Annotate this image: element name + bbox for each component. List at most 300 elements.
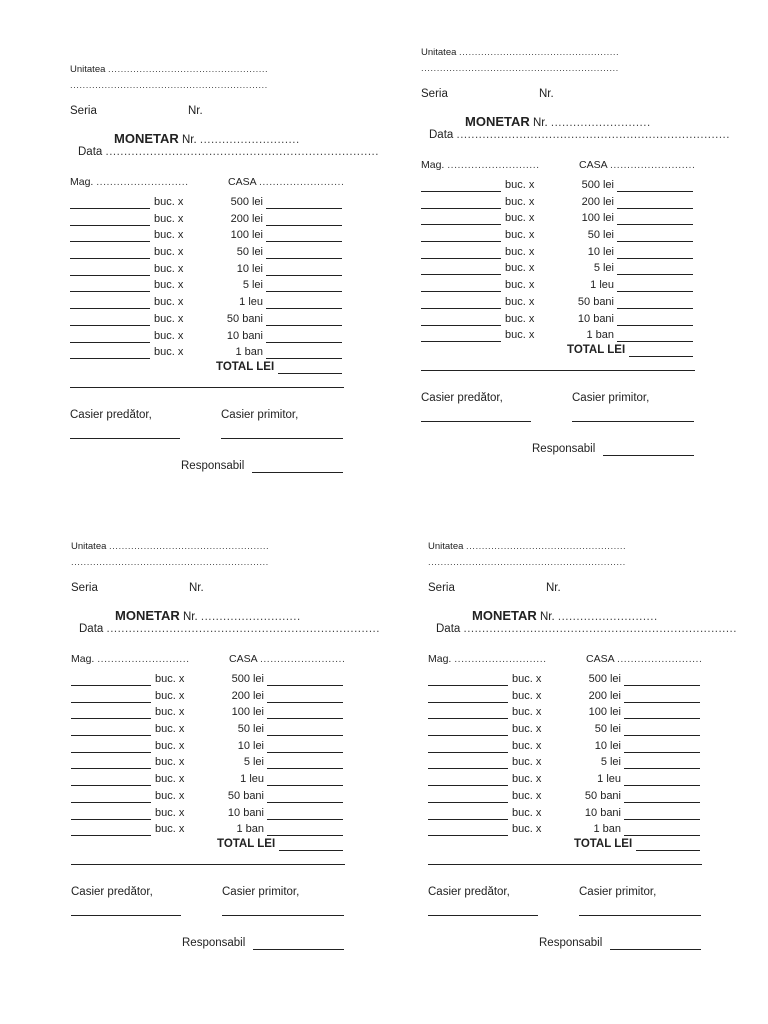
total-value-line: [629, 356, 693, 357]
denomination-row: [71, 756, 346, 773]
quantity-blank-line: [71, 752, 151, 753]
nr-label: Nr.: [539, 88, 554, 100]
amount-blank-line: [617, 308, 693, 309]
quantity-blank-line: [428, 819, 508, 820]
unitatea-dots: ...................................................: [466, 541, 627, 552]
nr-label: Nr.: [546, 582, 561, 594]
amount-blank-line: [267, 718, 343, 719]
unitatea-label: Unitatea: [421, 47, 457, 58]
buc-label: buc. x: [512, 689, 542, 702]
unitatea-line: [71, 541, 269, 552]
buc-label: buc. x: [155, 723, 185, 736]
total-label: TOTAL LEI: [574, 838, 633, 850]
amount-blank-line: [267, 735, 343, 736]
separator-line: [421, 370, 695, 371]
total-value-line: [278, 373, 342, 374]
casier-primitor-signature-line: [572, 421, 694, 422]
total-label: TOTAL LEI: [567, 344, 626, 356]
buc-label: buc. x: [512, 789, 542, 802]
monetar-form: [421, 47, 730, 487]
denomination-label: 10 bani: [584, 806, 621, 819]
denomination-row: [71, 706, 346, 723]
responsabil-label: Responsabil: [182, 937, 246, 949]
denomination-label: 10 bani: [577, 312, 614, 325]
unitatea-dots: ...................................................: [108, 64, 269, 75]
denomination-row: [71, 740, 346, 757]
mag-header: [71, 653, 190, 665]
denomination-label: 100 lei: [588, 706, 621, 719]
casa-header: [586, 653, 702, 665]
denomination-row: [428, 807, 703, 824]
denomination-row: [428, 790, 703, 807]
buc-label: buc. x: [505, 329, 535, 342]
quantity-blank-line: [428, 718, 508, 719]
mag-label: Mag.: [70, 176, 94, 188]
buc-label: buc. x: [155, 823, 185, 836]
amount-blank-line: [624, 752, 700, 753]
denomination-row: [70, 313, 345, 330]
amount-blank-line: [266, 225, 342, 226]
buc-label: buc. x: [154, 229, 184, 242]
buc-label: buc. x: [155, 756, 185, 769]
denomination-row: [71, 773, 346, 790]
denomination-row: [71, 807, 346, 824]
denomination-label: 1 leu: [597, 773, 621, 786]
quantity-blank-line: [428, 835, 508, 836]
quantity-blank-line: [428, 702, 508, 703]
denomination-row: [428, 706, 703, 723]
denomination-label: 500 lei: [230, 196, 263, 208]
denomination-label: 500 lei: [581, 179, 614, 191]
buc-label: buc. x: [155, 806, 185, 819]
quantity-blank-line: [421, 325, 501, 326]
denomination-label: 1 ban: [236, 823, 264, 836]
amount-blank-line: [617, 291, 693, 292]
monetar-label: MONETAR: [465, 114, 530, 129]
buc-label: buc. x: [505, 179, 535, 191]
separator-line: [70, 387, 344, 388]
total-value-line: [636, 850, 700, 851]
data-line: [79, 623, 380, 635]
denomination-rows: [421, 179, 696, 346]
monetar-label: MONETAR: [472, 608, 537, 623]
buc-label: buc. x: [505, 212, 535, 225]
quantity-blank-line: [70, 275, 150, 276]
amount-blank-line: [267, 802, 343, 803]
monetar-label: MONETAR: [115, 608, 180, 623]
quantity-blank-line: [428, 685, 508, 686]
unitatea-line: [428, 541, 626, 552]
buc-label: buc. x: [155, 739, 185, 752]
amount-blank-line: [617, 341, 693, 342]
buc-label: buc. x: [505, 312, 535, 325]
buc-label: buc. x: [154, 296, 184, 309]
denomination-label: 50 bani: [227, 789, 264, 802]
casier-predator-signature-line: [71, 915, 181, 916]
denomination-row: [421, 212, 696, 229]
denomination-label: 50 lei: [594, 723, 621, 736]
monetar-title: [465, 114, 651, 129]
buc-label: buc. x: [155, 706, 185, 719]
buc-label: buc. x: [505, 229, 535, 242]
quantity-blank-line: [428, 768, 508, 769]
unitatea-label: Unitatea: [70, 64, 106, 75]
casa-dots: .........................: [609, 159, 696, 171]
casier-primitor-label: Casier primitor,: [222, 886, 300, 898]
quantity-blank-line: [71, 768, 151, 769]
monetar-nr-label: Nr.: [532, 117, 548, 129]
denomination-label: 10 bani: [226, 329, 263, 342]
amount-blank-line: [624, 768, 700, 769]
responsabil-signature-line: [610, 949, 701, 950]
buc-label: buc. x: [154, 279, 184, 292]
amount-blank-line: [266, 291, 342, 292]
denomination-label: 100 lei: [230, 229, 263, 242]
amount-blank-line: [617, 241, 693, 242]
denomination-label: 1 leu: [590, 279, 614, 292]
casier-predator-signature-line: [428, 915, 538, 916]
casa-label: CASA: [586, 653, 615, 665]
unitatea-dots: ...................................................: [109, 541, 270, 552]
denomination-label: 5 lei: [242, 279, 263, 292]
denomination-label: 50 bani: [226, 312, 263, 325]
amount-blank-line: [267, 819, 343, 820]
quantity-blank-line: [71, 819, 151, 820]
mag-label: Mag.: [428, 653, 452, 665]
amount-blank-line: [617, 325, 693, 326]
unitatea-second-line: ...............................................................: [71, 557, 269, 568]
casier-primitor-label: Casier primitor,: [221, 409, 299, 421]
responsabil-signature-line: [252, 472, 343, 473]
denomination-label: 100 lei: [231, 706, 264, 719]
denomination-row: [70, 330, 345, 347]
data-dots: ..........................................................................: [106, 623, 380, 635]
amount-blank-line: [617, 258, 693, 259]
amount-blank-line: [266, 208, 342, 209]
amount-blank-line: [267, 752, 343, 753]
monetar-nr-label: Nr.: [182, 611, 198, 623]
amount-blank-line: [267, 702, 343, 703]
monetar-nr-dots: ...........................: [550, 117, 651, 129]
denomination-row: [428, 773, 703, 790]
denomination-row: [70, 213, 345, 230]
monetar-title: [115, 608, 301, 623]
denomination-row: [421, 262, 696, 279]
casier-primitor-signature-line: [221, 438, 343, 439]
responsabil-label: Responsabil: [539, 937, 603, 949]
separator-line: [71, 864, 345, 865]
denomination-row: [70, 229, 345, 246]
monetar-title: [472, 608, 658, 623]
denomination-row: [421, 279, 696, 296]
casier-primitor-label: Casier primitor,: [579, 886, 657, 898]
amount-blank-line: [266, 325, 342, 326]
quantity-blank-line: [421, 224, 501, 225]
denomination-label: 50 bani: [577, 295, 614, 308]
mag-header: [421, 159, 540, 171]
quantity-blank-line: [70, 291, 150, 292]
denomination-row: [71, 790, 346, 807]
seria-label: Seria: [70, 105, 97, 117]
quantity-blank-line: [421, 291, 501, 292]
denomination-label: 100 lei: [581, 212, 614, 225]
amount-blank-line: [266, 358, 342, 359]
unitatea-second-line: ...............................................................: [428, 557, 626, 568]
denomination-label: 500 lei: [231, 673, 264, 685]
monetar-form: [70, 64, 379, 504]
quantity-blank-line: [421, 208, 501, 209]
denomination-row: [428, 723, 703, 740]
casa-label: CASA: [579, 159, 608, 171]
casier-predator-signature-line: [421, 421, 531, 422]
denomination-label: 5 lei: [243, 756, 264, 769]
denomination-row: [421, 246, 696, 263]
buc-label: buc. x: [505, 195, 535, 208]
quantity-blank-line: [71, 718, 151, 719]
casa-label: CASA: [229, 653, 258, 665]
amount-blank-line: [624, 718, 700, 719]
denomination-row: [70, 279, 345, 296]
denomination-row: [70, 246, 345, 263]
amount-blank-line: [624, 735, 700, 736]
denomination-row: [421, 196, 696, 213]
denomination-row: [71, 723, 346, 740]
denomination-row: [421, 329, 696, 346]
quantity-blank-line: [421, 241, 501, 242]
monetar-form: [428, 541, 737, 981]
mag-label: Mag.: [421, 159, 445, 171]
seria-label: Seria: [71, 582, 98, 594]
denomination-label: 10 lei: [237, 739, 264, 752]
amount-blank-line: [617, 224, 693, 225]
amount-blank-line: [624, 819, 700, 820]
denomination-label: 1 ban: [235, 346, 263, 359]
denomination-row: [71, 823, 346, 840]
seria-label: Seria: [428, 582, 455, 594]
amount-blank-line: [266, 241, 342, 242]
amount-blank-line: [266, 308, 342, 309]
unitatea-second-line: ...............................................................: [421, 63, 619, 74]
mag-dots: ...........................: [97, 653, 190, 665]
casa-dots: .........................: [258, 176, 345, 188]
buc-label: buc. x: [512, 706, 542, 719]
quantity-blank-line: [71, 835, 151, 836]
buc-label: buc. x: [512, 773, 542, 786]
nr-label: Nr.: [188, 105, 203, 117]
quantity-blank-line: [70, 241, 150, 242]
buc-label: buc. x: [512, 823, 542, 836]
unitatea-line: [421, 47, 619, 58]
casier-primitor-signature-line: [579, 915, 701, 916]
casa-header: [229, 653, 345, 665]
data-label: Data: [436, 623, 461, 635]
buc-label: buc. x: [155, 673, 185, 685]
quantity-blank-line: [70, 325, 150, 326]
denomination-rows: [428, 673, 703, 840]
buc-label: buc. x: [154, 212, 184, 225]
responsabil-label: Responsabil: [532, 443, 596, 455]
buc-label: buc. x: [512, 756, 542, 769]
quantity-blank-line: [70, 358, 150, 359]
denomination-label: 200 lei: [230, 212, 263, 225]
data-dots: ..........................................................................: [463, 623, 737, 635]
quantity-blank-line: [71, 702, 151, 703]
denomination-label: 1 leu: [239, 296, 263, 309]
casier-predator-label: Casier predător,: [71, 886, 153, 898]
quantity-blank-line: [421, 191, 501, 192]
quantity-blank-line: [71, 735, 151, 736]
denomination-row: [428, 756, 703, 773]
denomination-row: [70, 296, 345, 313]
casa-header: [579, 159, 695, 171]
data-line: [78, 146, 379, 158]
denomination-label: 500 lei: [588, 673, 621, 685]
denomination-label: 50 lei: [236, 246, 263, 259]
quantity-blank-line: [428, 802, 508, 803]
quantity-blank-line: [71, 785, 151, 786]
casier-predator-label: Casier predător,: [421, 392, 503, 404]
unitatea-label: Unitatea: [428, 541, 464, 552]
buc-label: buc. x: [155, 789, 185, 802]
buc-label: buc. x: [154, 329, 184, 342]
casier-predator-signature-line: [70, 438, 180, 439]
denomination-label: 200 lei: [588, 689, 621, 702]
casier-predator-label: Casier predător,: [70, 409, 152, 421]
denomination-label: 1 ban: [593, 823, 621, 836]
amount-blank-line: [624, 702, 700, 703]
quantity-blank-line: [70, 342, 150, 343]
data-line: [429, 129, 730, 141]
total-value-line: [279, 850, 343, 851]
buc-label: buc. x: [154, 196, 184, 208]
denomination-row: [428, 823, 703, 840]
buc-label: buc. x: [154, 262, 184, 275]
mag-dots: ...........................: [447, 159, 540, 171]
data-line: [436, 623, 737, 635]
denomination-row: [428, 740, 703, 757]
denomination-label: 5 lei: [593, 262, 614, 275]
casier-primitor-label: Casier primitor,: [572, 392, 650, 404]
separator-line: [428, 864, 702, 865]
denomination-row: [71, 673, 346, 690]
denomination-row: [428, 673, 703, 690]
monetar-form: [71, 541, 380, 981]
buc-label: buc. x: [505, 295, 535, 308]
amount-blank-line: [617, 274, 693, 275]
denomination-row: [421, 229, 696, 246]
amount-blank-line: [266, 275, 342, 276]
quantity-blank-line: [428, 735, 508, 736]
quantity-blank-line: [71, 685, 151, 686]
amount-blank-line: [266, 342, 342, 343]
denomination-row: [428, 690, 703, 707]
unitatea-second-line: ...............................................................: [70, 80, 268, 91]
denomination-row: [70, 263, 345, 280]
data-label: Data: [78, 146, 103, 158]
monetar-title: [114, 131, 300, 146]
unitatea-label: Unitatea: [71, 541, 107, 552]
data-dots: ..........................................................................: [456, 129, 730, 141]
amount-blank-line: [267, 685, 343, 686]
quantity-blank-line: [70, 258, 150, 259]
denomination-row: [70, 196, 345, 213]
quantity-blank-line: [421, 274, 501, 275]
denomination-label: 10 lei: [587, 245, 614, 258]
monetar-nr-dots: ...........................: [199, 134, 300, 146]
seria-label: Seria: [421, 88, 448, 100]
data-dots: ..........................................................................: [105, 146, 379, 158]
denomination-row: [71, 690, 346, 707]
buc-label: buc. x: [512, 673, 542, 685]
monetar-nr-label: Nr.: [181, 134, 197, 146]
monetar-nr-dots: ...........................: [557, 611, 658, 623]
buc-label: buc. x: [505, 262, 535, 275]
quantity-blank-line: [428, 785, 508, 786]
buc-label: buc. x: [155, 689, 185, 702]
monetar-label: MONETAR: [114, 131, 179, 146]
denomination-row: [421, 313, 696, 330]
denomination-row: [70, 346, 345, 363]
denomination-row: [421, 179, 696, 196]
denomination-label: 10 bani: [227, 806, 264, 819]
amount-blank-line: [267, 785, 343, 786]
mag-header: [428, 653, 547, 665]
unitatea-dots: ...................................................: [459, 47, 620, 58]
data-label: Data: [79, 623, 104, 635]
amount-blank-line: [617, 191, 693, 192]
responsabil-label: Responsabil: [181, 460, 245, 472]
quantity-blank-line: [70, 208, 150, 209]
amount-blank-line: [624, 685, 700, 686]
buc-label: buc. x: [512, 723, 542, 736]
buc-label: buc. x: [512, 739, 542, 752]
total-label: TOTAL LEI: [216, 361, 275, 373]
denomination-label: 5 lei: [600, 756, 621, 769]
quantity-blank-line: [70, 308, 150, 309]
denomination-rows: [70, 196, 345, 363]
mag-label: Mag.: [71, 653, 95, 665]
casa-dots: .........................: [259, 653, 346, 665]
data-label: Data: [429, 129, 454, 141]
buc-label: buc. x: [155, 773, 185, 786]
denomination-label: 50 lei: [587, 229, 614, 242]
amount-blank-line: [617, 208, 693, 209]
denomination-label: 200 lei: [581, 195, 614, 208]
quantity-blank-line: [71, 802, 151, 803]
denomination-label: 1 leu: [240, 773, 264, 786]
monetar-nr-label: Nr.: [539, 611, 555, 623]
denomination-row: [421, 296, 696, 313]
quantity-blank-line: [421, 308, 501, 309]
casa-dots: .........................: [616, 653, 703, 665]
quantity-blank-line: [421, 258, 501, 259]
amount-blank-line: [624, 785, 700, 786]
casier-predator-label: Casier predător,: [428, 886, 510, 898]
nr-label: Nr.: [189, 582, 204, 594]
casa-header: [228, 176, 344, 188]
amount-blank-line: [266, 258, 342, 259]
denomination-label: 10 lei: [236, 262, 263, 275]
mag-dots: ...........................: [454, 653, 547, 665]
buc-label: buc. x: [512, 806, 542, 819]
unitatea-line: [70, 64, 268, 75]
amount-blank-line: [267, 768, 343, 769]
denomination-label: 1 ban: [586, 329, 614, 342]
responsabil-signature-line: [253, 949, 344, 950]
buc-label: buc. x: [154, 312, 184, 325]
quantity-blank-line: [421, 341, 501, 342]
amount-blank-line: [624, 802, 700, 803]
